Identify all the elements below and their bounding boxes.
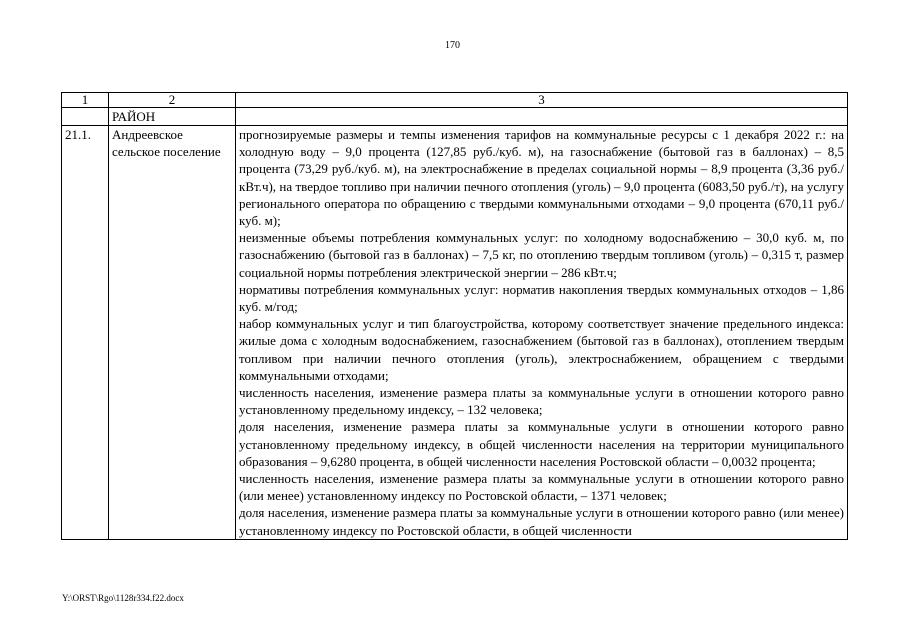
header-col-3: 3	[236, 93, 848, 108]
paragraph-population-count-regional: численность населения, изменение размера платы за коммунальные услуги в отношении которого равно (или менее) установленному индексу по Ростовской области, – 1371 человек;	[239, 471, 844, 504]
region-label: РАЙОН	[109, 108, 236, 126]
tariff-table	[61, 92, 848, 540]
row-number: 21.1.	[62, 126, 109, 540]
table-header-row	[62, 93, 848, 108]
paragraph-services-set: набор коммунальных услуг и тип благоустройства, которому соответствует значение предельного индекса: жилые дома с холодным водоснабжением, газоснабжением (бытовой газ в баллонах), отоплением твердым топливом при наличии печного отопления (уголь), электроснабжением, обращением с твердыми коммунальными отходами;	[239, 316, 844, 383]
paragraph-volumes: неизменные объемы потребления коммунальных услуг: по холодному водоснабжению – 30,0 куб. м, по газоснабжению (бытовой газ в баллонах) – 7,5 кг, по отоплению твердым топливом (уголь) – 0,315 т, размер социальной нормы потребления электрической энергии – 286 кВт.ч;	[239, 230, 844, 280]
settlement-name: Андреевское сельское поселение	[109, 126, 236, 540]
footer-file-path: Y:\ORST\Rgo\1128r334.f22.docx	[62, 593, 184, 603]
paragraph-norms: нормативы потребления коммунальных услуг: норматив накопления твердых коммунальных отходов – 1,86 куб. м/год;	[239, 281, 844, 315]
region-row	[62, 108, 848, 126]
header-col-2: 2	[109, 93, 236, 108]
paragraph-population-share-regional: доля населения, изменение размера платы за коммунальные услуги в отношении которого равно (или менее) установленному индексу по Ростовской области, в общей численности	[239, 505, 844, 538]
paragraph-population-count: численность населения, изменение размера платы за коммунальные услуги в отношении которого равно установленному предельному индексу, – 132 человека;	[239, 385, 844, 418]
page-number: 170	[445, 40, 460, 51]
region-empty-cell	[62, 108, 109, 126]
row-content	[236, 126, 848, 540]
table-row	[62, 126, 848, 540]
header-col-1: 1	[62, 93, 109, 108]
paragraph-population-share: доля населения, изменение размера платы за коммунальные услуги в отношении которого равно установленному предельному индексу, в общей численности населения на территории муниципального образования – 9,6280 процента, в общей численности населения Ростовской области – 0,0032 процента;	[239, 419, 844, 469]
paragraph-tariffs: прогнозируемые размеры и темпы изменения тарифов на коммунальные ресурсы с 1 декабря 2022 г.: на холодную воду – 9,0 процента (127,85 руб./куб. м), на газоснабжение (бытовой газ в баллонах) – 8,5 процента (73,29 руб./куб. м), на электроснабжение в пределах социальной нормы – 8,9 процента (3,36 руб./кВт.ч), на твердое топливо при наличии печного отопления (уголь) – 9,0 процента (6083,50 руб./т), на услугу регионального оператора по обращению с твердыми коммунальными отходами – 9,0 процента (670,11 руб./куб. м);	[239, 127, 844, 229]
region-empty-cell-2	[236, 108, 848, 126]
